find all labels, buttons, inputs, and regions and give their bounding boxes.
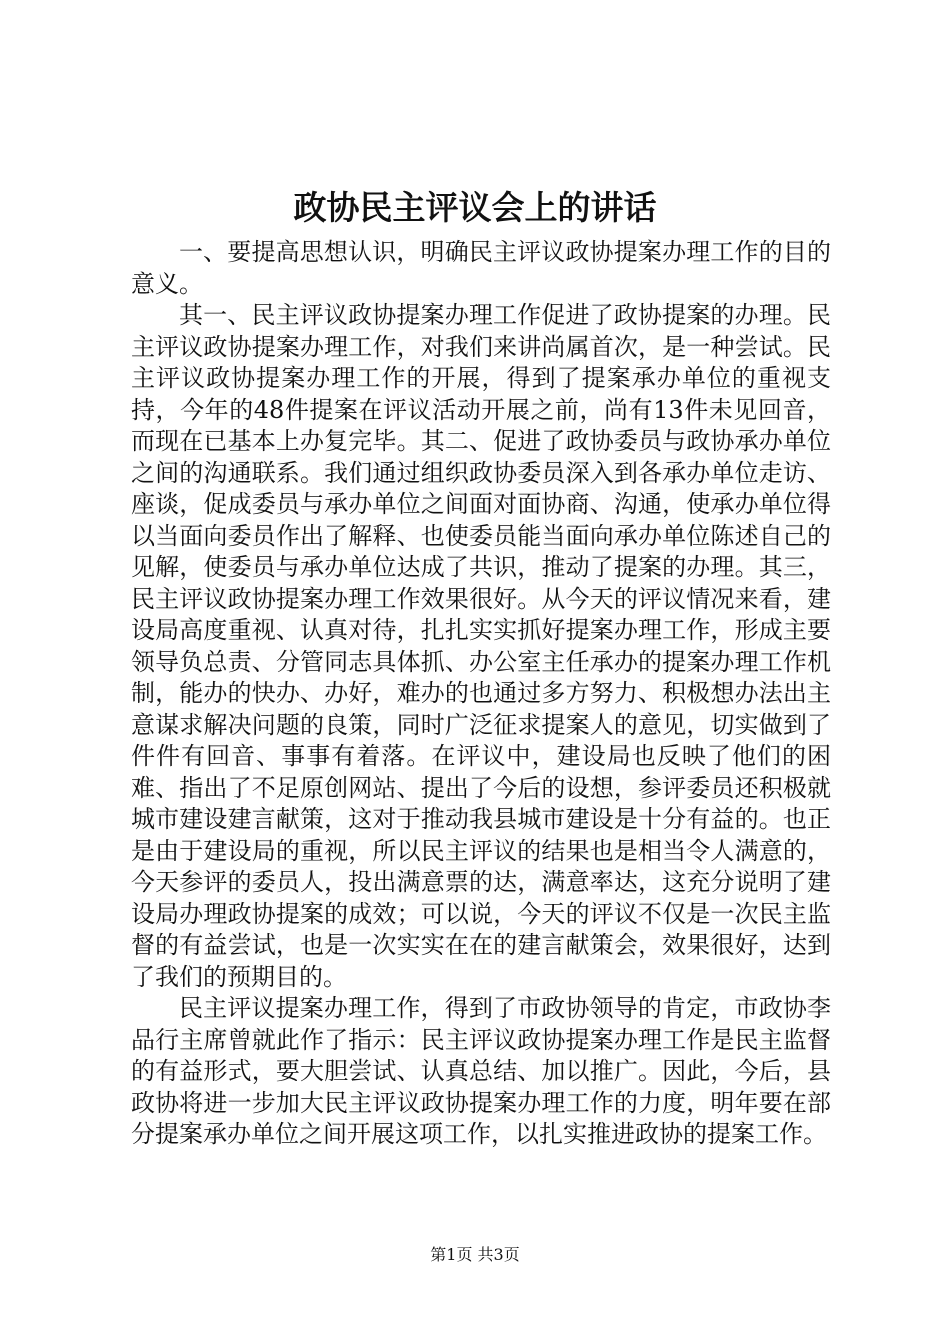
document-body (131, 237, 831, 1151)
paragraph-1: 一、要提高思想认识，明确民主评议政协提案办理工作的目的意义。 (131, 238, 831, 298)
page-title: 政协民主评议会上的讲话 (293, 188, 657, 227)
page-number-footer: 第1页 共3页 (430, 1245, 520, 1264)
paragraph-3: 民主评议提案办理工作，得到了市政协领导的肯定，市政协李品行主席曾就此作了指示：民主评议政协提案办理工作是民主监督的有益形式，要大胆尝试、认真总结、加以推广。因此，今后，县政协将进一步加大民主评议政协提案办理工作的力度，明年要在部分提案承办单位之间开展这项工作，以扎实推进政协的提案工作。 (131, 994, 831, 1148)
paragraph-2: 其一、民主评议政协提案办理工作促进了政协提案的办理。民主评议政协提案办理工作，对我们来讲尚属首次，是一种尝试。民主评议政协提案办理工作的开展，得到了提案承办单位的重视支持，今年的48件提案在评议活动开展之前，尚有13件未见回音，而现在已基本上办复完毕。其二、促进了政协委员与政协承办单位之间的沟通联系。我们通过组织政协委员深入到各承办单位走访、座谈，促成委员与承办单位之间面对面协商、沟通，使承办单位得以当面向委员作出了解释、也使委员能当面向承办单位陈述自己的见解，使委员与承办单位达成了共识，推动了提案的办理。其三，民主评议政协提案办理工作效果很好。从今天的评议情况来看，建设局高度重视、认真对待，扎扎实实抓好提案办理工作，形成主要领导负总责、分管同志具体抓、办公室主任承办的提案办理工作机制，能办的快办、办好，难办的也通过多方努力、积极想办法出主意谋求解决问题的良策，同时广泛征求提案人的意见，切实做到了件件有回音、事事有着落。在评议中，建设局也反映了他们的困难、指出了不足原创网站、提出了今后的设想，参评委员还积极就城市建设建言献策，这对于推动我县城市建设是十分有益的。也正是由于建设局的重视，所以民主评议的结果也是相当令人满意的，今天参评的委员人，投出满意票的达，满意率达，这充分说明了建设局办理政协提案的成效；可以说，今天的评议不仅是一次民主监督的有益尝试，也是一次实实在在的建言献策会，效果很好，达到了我们的预期目的。 (131, 301, 831, 991)
